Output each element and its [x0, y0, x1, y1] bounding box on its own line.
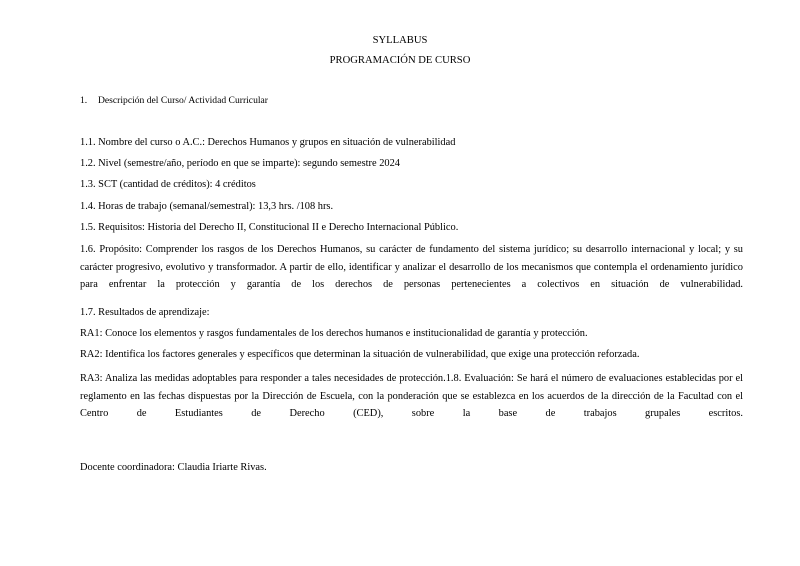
course-coordinator: Docente coordinadora: Claudia Iriarte Rivas.	[80, 462, 267, 473]
course-purpose-item: 1.6. Propósito: Comprender los rasgos de los Derechos Humanos, su carácter de fundamento del sistema jurídico; su desarrollo internacional y local; y su carácter progresivo, evolutivo y transformador. A partir de ello, identificar y analizar el desarrollo de los mecanismos que contempla el ordenamiento jurídico para enfrentar la protección y garantía de los derechos de personas pertenecientes a colectivos en situación de vulnerabilidad.	[80, 244, 743, 290]
course-level-item: 1.2. Nivel (semestre/año, período en que se imparte): segundo semestre 2024	[80, 158, 400, 169]
section-heading	[80, 94, 268, 107]
document-title: SYLLABUS	[372, 35, 428, 46]
learning-result-ra2: RA2: Identifica los factores generales y específicos que determinan la situación de vulnerabilidad, que exige una protección reforzada.	[80, 349, 640, 360]
learning-result-ra1: RA1: Conoce los elementos y rasgos fundamentales de los derechos humanos e institucionalidad de garantía y protección.	[80, 328, 588, 339]
course-hours-item: 1.4. Horas de trabajo (semanal/semestral): 13,3 hrs. /108 hrs.	[80, 201, 334, 212]
course-credits-item: 1.3. SCT (cantidad de créditos): 4 créditos	[80, 179, 256, 190]
section-heading-text: Descripción del Curso/ Actividad Curricular	[98, 95, 268, 106]
course-requirements-item: 1.5. Requisitos: Historia del Derecho II, Constitucional II e Derecho Internacional Público.	[80, 222, 459, 233]
learning-result-ra3: RA3: Analiza las medidas adoptables para responder a tales necesidades de protección.1.8. Evaluación: Se hará el número de evaluaciones establecidas por el reglamento en las fechas dispuestas por la Dirección de Escuela, con la ponderación que se establezca en los acuerdos de la dirección de la Facultad con el Centro de Estudiantes de Derecho (CED), sobre la base de trabajos grupales escritos.	[80, 373, 743, 419]
course-name-item: 1.1. Nombre del curso o A.C.: Derechos Humanos y grupos en situación de vulnerabilidad	[80, 137, 456, 148]
document-subtitle: PROGRAMACIÓN DE CURSO	[329, 55, 471, 66]
section-number: 1.	[80, 95, 88, 106]
learning-results-heading: 1.7. Resultados de aprendizaje:	[80, 307, 210, 318]
document-page	[80, 0, 743, 566]
